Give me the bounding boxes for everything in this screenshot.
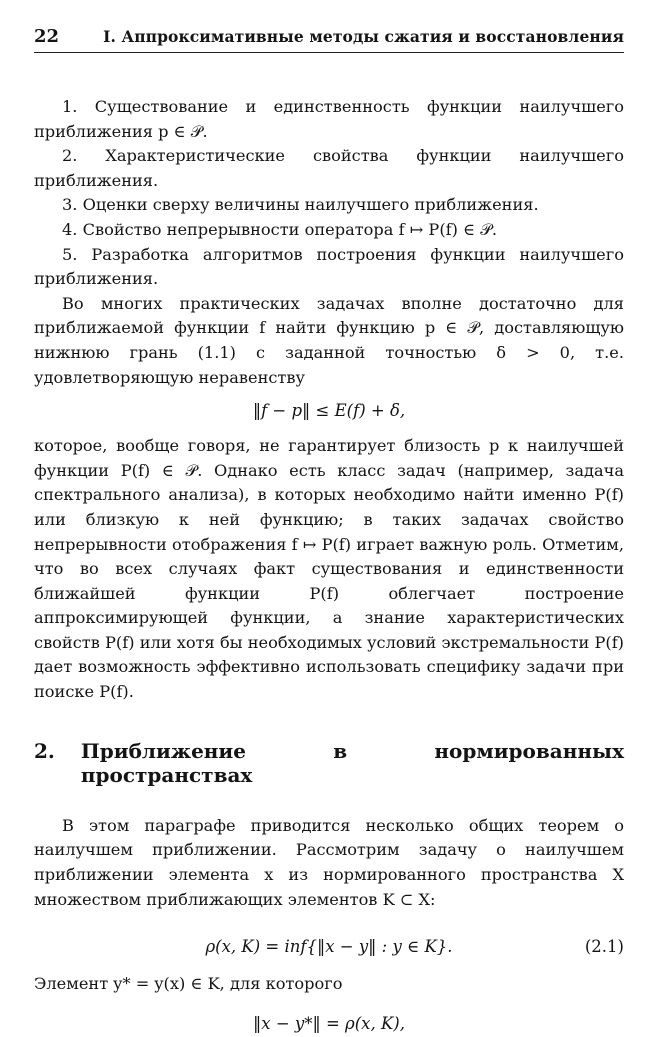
distance-formula: ‖x − y*‖ = ρ(x, K), (253, 1013, 405, 1033)
paragraph-continuity: которое, вообще говоря, не гарантирует близость p к наилучшей функции P(f) ∈ 𝒫. Однако есть класс задач (например, задача спектрального анализа), в которых необходимо найти именно P(f) или близкую к ней функцию; в таких задачах свойство непрерывности отображения f ↦ P(f) играет важную роль. Отметим, что во всех случаях факт существования и единственности ближайшей функции P(f) облегчает построение аппроксимирующей функции, а знание характеристических свойств P(f) или хотя бы необходимых условий экстремальности P(f) дает возможность эффективно использовать специфику задачи при поиске P(f). (34, 436, 624, 702)
section-number: 2. (34, 738, 55, 763)
inequality-formula: ‖f − p‖ ≤ E(f) + δ, (252, 401, 406, 421)
equation-2-1 (34, 934, 624, 960)
page-number: 22 (34, 26, 60, 47)
list-item-4: 4. Свойство непрерывности оператора f ↦ P(f) ∈ 𝒫. (62, 219, 498, 239)
running-title: I. Аппроксимативные методы сжатия и восстановления (103, 27, 624, 46)
section-title: Приближение в нормированных пространствах (80, 738, 624, 788)
book-page (34, 26, 624, 1037)
paragraph-element-definition: Элемент y* = y(x) ∈ K, для которого (34, 974, 343, 994)
running-head (34, 26, 624, 53)
list-item-3: 3. Оценки сверху величины наилучшего приближения. (62, 195, 539, 215)
section-heading (34, 739, 624, 788)
paragraph-approximation-accuracy: Во многих практических задачах вполне достаточно для приближаемой функции f найти функцию p ∈ 𝒫, доставляющую нижнюю грань (1.1) с заданной точностью δ > 0, т.е. удовлетворяющую неравенству (34, 293, 624, 387)
list-item-1: 1. Существование и единственность функции наилучшего приближения p ∈ 𝒫. (34, 97, 624, 141)
body-text (34, 95, 624, 1037)
list-item-5: 5. Разработка алгоритмов построения функции наилучшего приближения. (34, 244, 624, 289)
paragraph-best-approximation: В этом параграфе приводится несколько общих теорем о наилучшем приближении. Рассмотрим задачу о наилучшем приближении элемента x из нормированного пространства X множеством приближающих элементов K ⊂ X: (34, 815, 624, 909)
list-item-2: 2. Характеристические свойства функции наилучшего приближения. (34, 146, 624, 190)
equation-number: (2.1) (584, 937, 624, 957)
equation-expression: ρ(x, K) = inf{‖x − y‖ : y ∈ K}. (205, 937, 453, 957)
